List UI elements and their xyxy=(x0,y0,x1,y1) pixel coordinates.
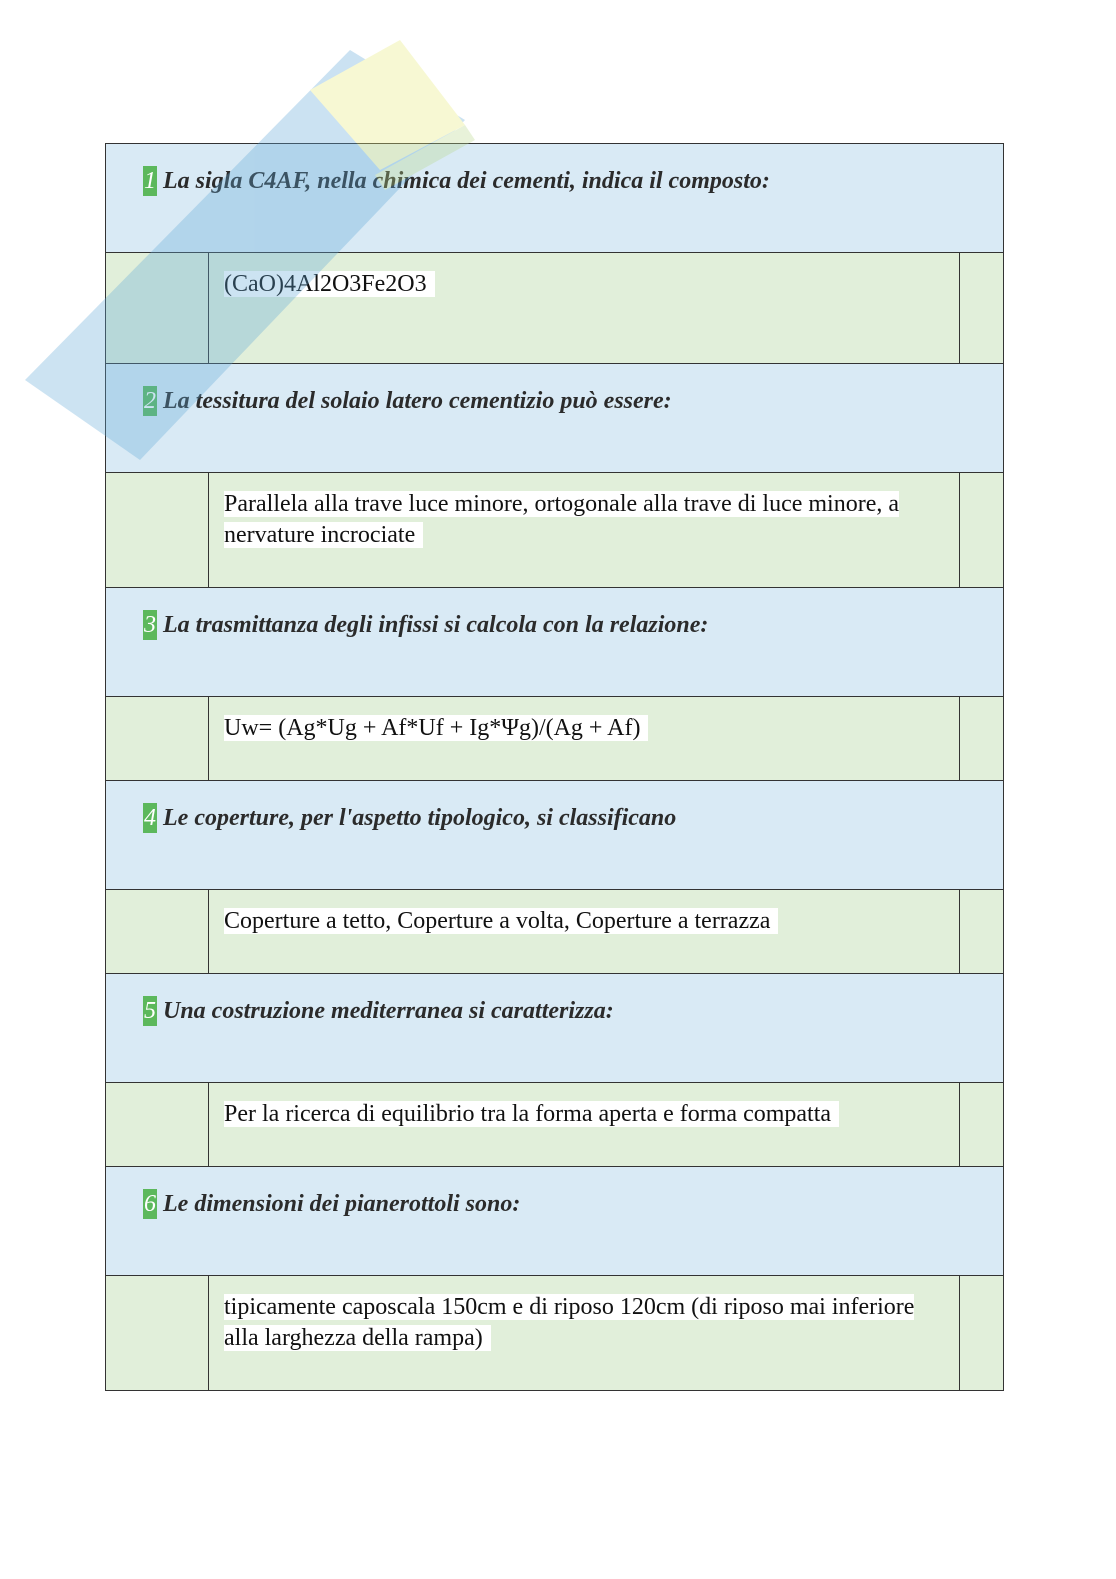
question-number: 6 xyxy=(144,1191,156,1217)
question-number: 3 xyxy=(144,612,156,638)
answer-left-cell xyxy=(106,1276,209,1390)
answer-right-cell xyxy=(959,1083,1003,1166)
answer-row-3 xyxy=(106,697,1003,781)
answer-text: Uw= (Ag*Ug + Af*Uf + Ig*Ψg)/(Ag + Af) xyxy=(224,715,648,741)
answer-right-cell xyxy=(959,253,1003,363)
question-text: Una costruzione mediterranea si caratterizza: xyxy=(163,998,614,1024)
answer-text: (CaO)4Al2O3Fe2O3 xyxy=(224,271,435,297)
question-row-1 xyxy=(106,144,1003,253)
answer-cell xyxy=(209,1083,959,1166)
question-row-5 xyxy=(106,974,1003,1083)
answer-left-cell xyxy=(106,253,209,363)
question-text: La sigla C4AF, nella chimica dei cementi, indica il composto: xyxy=(163,168,770,194)
answer-cell xyxy=(209,890,959,973)
question-row-4 xyxy=(106,781,1003,890)
question-row-6 xyxy=(106,1167,1003,1276)
question-text: La tessitura del solaio latero cementizio può essere: xyxy=(163,388,672,414)
answer-left-cell xyxy=(106,473,209,587)
answer-left-cell xyxy=(106,1083,209,1166)
answer-text: tipicamente caposcala 150cm e di riposo 120cm (di riposo mai inferiore alla larghezza della rampa) xyxy=(224,1294,915,1351)
question-number: 2 xyxy=(144,388,156,414)
answer-cell xyxy=(209,253,959,363)
question-text: La trasmittanza degli infissi si calcola con la relazione: xyxy=(163,612,709,638)
answer-cell xyxy=(209,1276,959,1390)
question-number: 1 xyxy=(144,168,156,194)
answer-text: Coperture a tetto, Coperture a volta, Coperture a terrazza xyxy=(224,908,778,934)
answer-left-cell xyxy=(106,697,209,780)
quiz-table xyxy=(105,143,1004,1391)
answer-row-1 xyxy=(106,253,1003,364)
question-text: Le dimensioni dei pianerottoli sono: xyxy=(163,1191,521,1217)
answer-row-5 xyxy=(106,1083,1003,1167)
answer-right-cell xyxy=(959,473,1003,587)
question-number: 5 xyxy=(144,998,156,1024)
answer-cell xyxy=(209,697,959,780)
answer-row-2 xyxy=(106,473,1003,588)
answer-row-6 xyxy=(106,1276,1003,1391)
answer-text: Parallela alla trave luce minore, ortogonale alla trave di luce minore, a nervature incrociate xyxy=(224,491,900,548)
question-row-3 xyxy=(106,588,1003,697)
answer-right-cell xyxy=(959,697,1003,780)
answer-row-4 xyxy=(106,890,1003,974)
answer-text: Per la ricerca di equilibrio tra la forma aperta e forma compatta xyxy=(224,1101,839,1127)
answer-left-cell xyxy=(106,890,209,973)
answer-right-cell xyxy=(959,1276,1003,1390)
answer-right-cell xyxy=(959,890,1003,973)
answer-cell xyxy=(209,473,959,587)
question-row-2 xyxy=(106,364,1003,473)
question-text: Le coperture, per l'aspetto tipologico, si classificano xyxy=(163,805,677,831)
question-number: 4 xyxy=(144,805,156,831)
